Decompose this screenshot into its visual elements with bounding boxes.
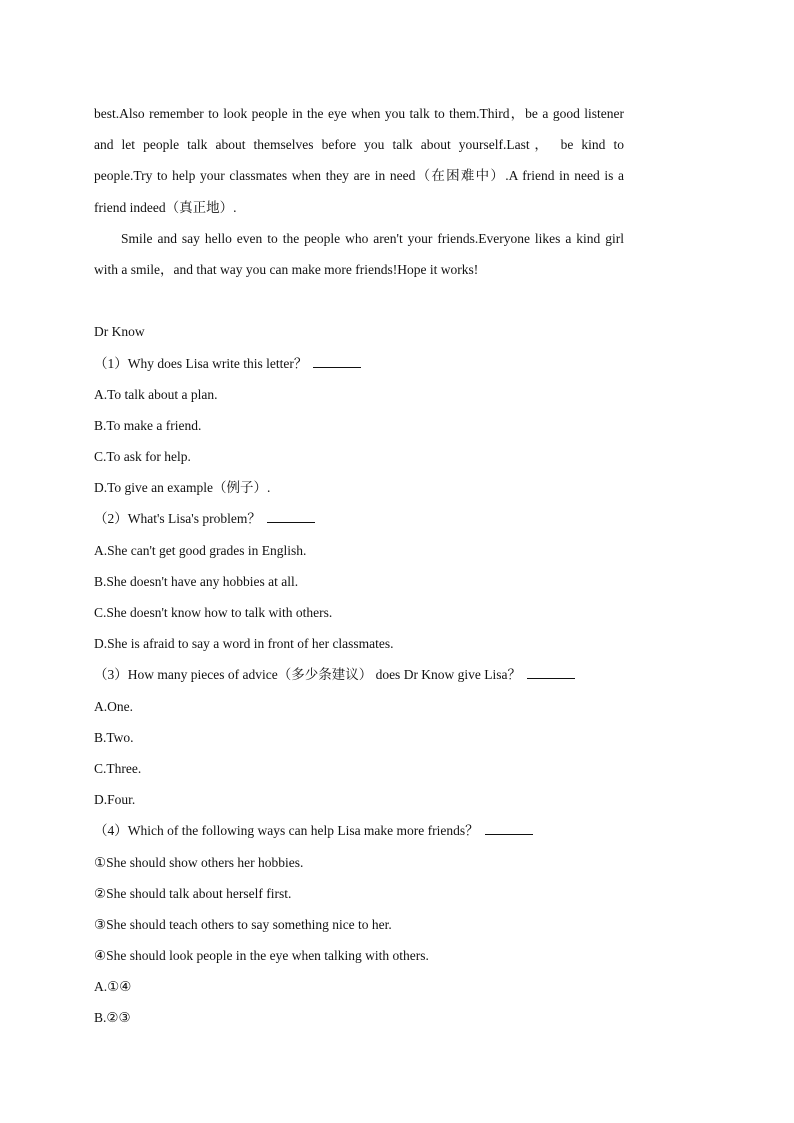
option: B.To make a friend.	[94, 417, 202, 433]
passage-line: friend indeed（真正地）.	[94, 199, 237, 215]
passage-line: best.Also remember to look people in the eye when you talk to them.Third，be a good listener	[94, 106, 624, 121]
statement: ④She should look people in the eye when talking with others.	[94, 948, 429, 964]
passage-line: Smile and say hello even to the people who aren't your friends.Everyone likes a kind girl	[121, 230, 624, 246]
answer-blank[interactable]	[527, 664, 575, 679]
spacer	[94, 285, 624, 316]
option: A.To talk about a plan.	[94, 386, 218, 402]
option: C.Three.	[94, 760, 142, 776]
question-stem	[94, 815, 624, 846]
answer-blank[interactable]	[485, 820, 533, 835]
option: B.Two.	[94, 729, 134, 745]
option: A.①④	[94, 979, 132, 995]
option: A.One.	[94, 698, 133, 714]
option: C.To ask for help.	[94, 449, 191, 465]
question-stem	[94, 503, 624, 534]
question-stem	[94, 348, 624, 379]
statement: ②She should talk about herself first.	[94, 885, 292, 901]
question-3-text: （3）How many pieces of advice（多少条建议） does Dr Know give Lisa？	[94, 667, 522, 683]
question-1-text: （1）Why does Lisa write this letter？	[94, 355, 308, 371]
option: A.She can't get good grades in English.	[94, 542, 307, 558]
statement: ③She should teach others to say something nice to her.	[94, 916, 392, 932]
option: C.She doesn't know how to talk with others.	[94, 605, 333, 620]
option: D.Four.	[94, 792, 136, 808]
option: B.②③	[94, 1010, 131, 1026]
question-4-text: （4）Which of the following ways can help Lisa make more friends？	[94, 823, 479, 839]
answer-blank[interactable]	[313, 353, 361, 368]
document-content	[94, 98, 624, 1034]
question-stem	[94, 659, 624, 690]
option: D.She is afraid to say a word in front of her classmates.	[94, 636, 394, 652]
signature: Dr Know	[94, 324, 145, 340]
option: B.She doesn't have any hobbies at all.	[94, 573, 299, 589]
passage-line: with a smile，and that way you can make more friends!Hope it works!	[94, 261, 479, 277]
passage-line: and let people talk about themselves before you talk about yourself.Last， be kind to	[94, 137, 624, 153]
option: D.To give an example（例子）.	[94, 480, 271, 496]
question-2-text: （2）What's Lisa's problem？	[94, 511, 261, 527]
answer-blank[interactable]	[267, 508, 315, 523]
statement: ①She should show others her hobbies.	[94, 854, 304, 870]
passage-line: people.Try to help your classmates when they are in need（在困难中）.A friend in need is a	[94, 168, 624, 184]
